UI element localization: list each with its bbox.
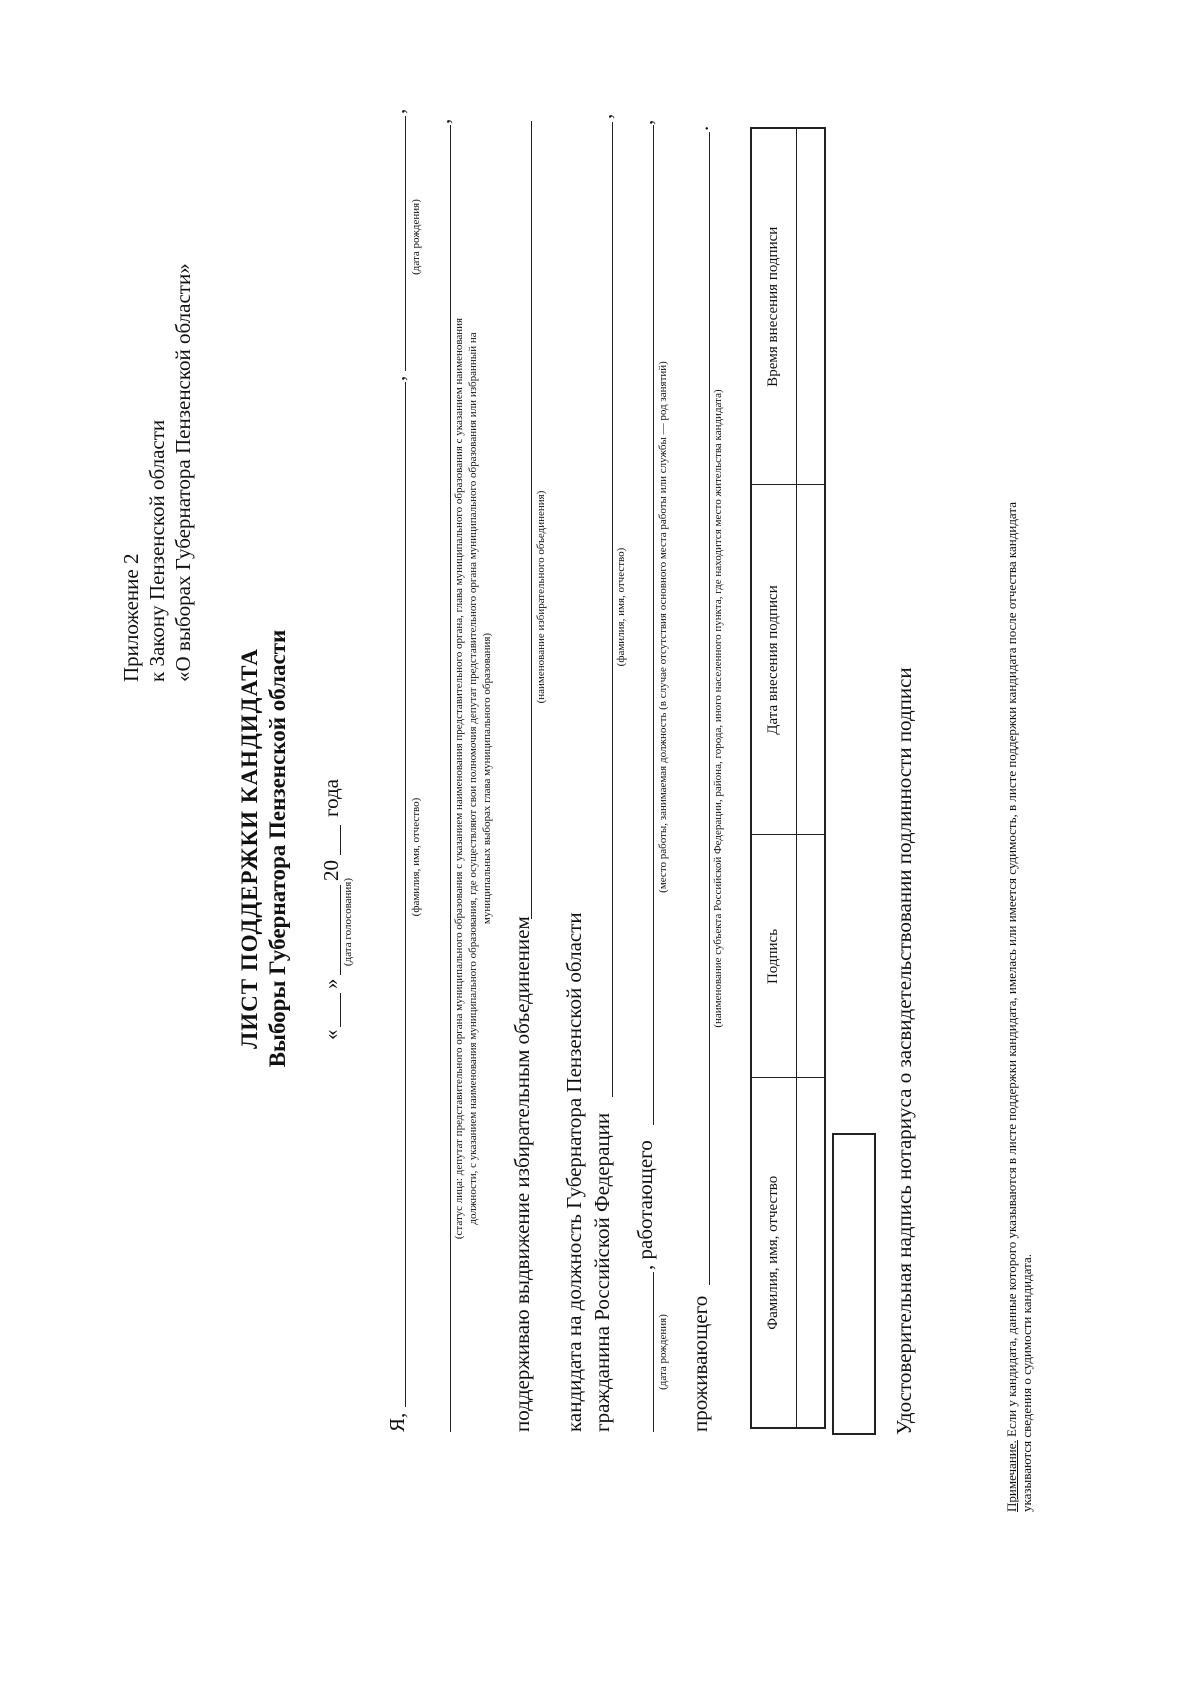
vote-date-close-quote: »	[319, 978, 343, 989]
col-header-date: Дата внесения подписи	[751, 485, 796, 835]
status-caption-2: должности, с указанием наименования муниципального образования, где осуществляют свои полномочия депутат представительного органа муниципального образования или избранный на	[467, 332, 479, 1225]
living-label: проживающего	[688, 1295, 712, 1432]
vote-year-field[interactable]	[340, 825, 341, 855]
annex-number: Приложение 2	[119, 553, 143, 682]
note-label: Примечание.	[1004, 1440, 1019, 1512]
residence-caption: (наименование субъекта Российской Федерации, района, города, иного населенного пункта, где находится место жительства кандидата)	[712, 389, 724, 1028]
working-label: , работающего	[633, 1140, 657, 1270]
support-text: поддерживаю выдвижение избирательным объединением	[510, 916, 534, 1432]
note	[1004, 462, 1034, 1512]
birth-comma: ,	[385, 108, 409, 114]
col-header-fio: Фамилия, имя, отчество	[751, 1078, 796, 1428]
candidate-position: кандидата на должность Губернатора Пензенской области	[562, 912, 586, 1432]
birth-date-field[interactable]	[405, 116, 406, 371]
vote-day-field[interactable]	[340, 993, 341, 1027]
title-elections: Выборы Губернатора Пензенской области	[265, 629, 290, 1068]
candidate-citizenship: гражданина Российской Федерации	[590, 1112, 614, 1432]
title-main: ЛИСТ ПОДДЕРЖКИ КАНДИДАТА	[237, 648, 262, 1049]
status-caption-3: муниципальных выборах глава муниципального образования)	[481, 632, 493, 925]
annex-law-title: «О выборах Губернатора Пензенской области»	[171, 263, 195, 682]
candidate-fio-comma: ,	[592, 113, 616, 119]
fio-caption: (фамилия, имя, отчество)	[410, 797, 422, 917]
notary-certification: Удостоверительная надпись нотариуса о засвидетельствовании подлинности подписи	[892, 667, 916, 1435]
fio-comma: ,	[385, 375, 409, 381]
status-caption-1: (статус лица: депутат представительного органа муниципального образования с указанием наименования представительного органа, глава муниципального образования с указанием наименования	[453, 317, 465, 1240]
sheet-title	[237, 200, 293, 1497]
time-cell[interactable]	[796, 128, 825, 485]
i-label: Я,	[385, 1412, 409, 1432]
col-header-time: Время внесения подписи	[751, 128, 796, 485]
notary-stamp-box[interactable]	[832, 1133, 876, 1435]
work-comma: ,	[633, 119, 657, 125]
vote-date-year-word: года	[319, 779, 343, 817]
fio-field[interactable]	[405, 382, 406, 1407]
annex-header	[118, 212, 196, 682]
annex-law: к Закону Пензенской области	[145, 419, 169, 682]
candidate-fio-field[interactable]	[612, 122, 613, 1097]
candidate-fio-caption: (фамилия, имя, отчество)	[615, 547, 627, 667]
association-field[interactable]	[531, 121, 532, 919]
work-caption: (место работы, занимаемая должность (в случае отсутствия основного места работы или службы — род занятий)	[657, 361, 669, 893]
vote-date-open-quote: «	[319, 1029, 343, 1040]
vote-date-caption: (дата голосования)	[342, 877, 354, 967]
birth-date-caption: (дата рождения)	[410, 199, 422, 275]
candidate-birth-caption: (дата рождения)	[657, 1314, 669, 1390]
date-cell[interactable]	[796, 485, 825, 835]
vote-month-field[interactable]	[340, 885, 341, 975]
vote-date-twenty: 20	[319, 860, 343, 881]
status-comma: ,	[430, 118, 454, 124]
signature-cell[interactable]	[796, 835, 825, 1078]
fio-cell[interactable]	[796, 1078, 825, 1428]
status-field[interactable]	[450, 125, 451, 1432]
note-text: Если у кандидата, данные которого указываются в листе поддержки кандидата, имелась или имеется судимость, в листе поддержки кандидата после отчества кандидата указываются сведения о судимости кандидата.	[1004, 502, 1034, 1512]
residence-field[interactable]	[709, 132, 710, 1285]
col-header-signature: Подпись	[751, 835, 796, 1078]
work-field[interactable]	[653, 125, 654, 1125]
candidate-birth-field[interactable]	[653, 1272, 654, 1432]
signature-table	[750, 127, 826, 1429]
residence-period: .	[689, 125, 713, 131]
association-caption: (наименование избирательного объединения)	[535, 490, 547, 704]
